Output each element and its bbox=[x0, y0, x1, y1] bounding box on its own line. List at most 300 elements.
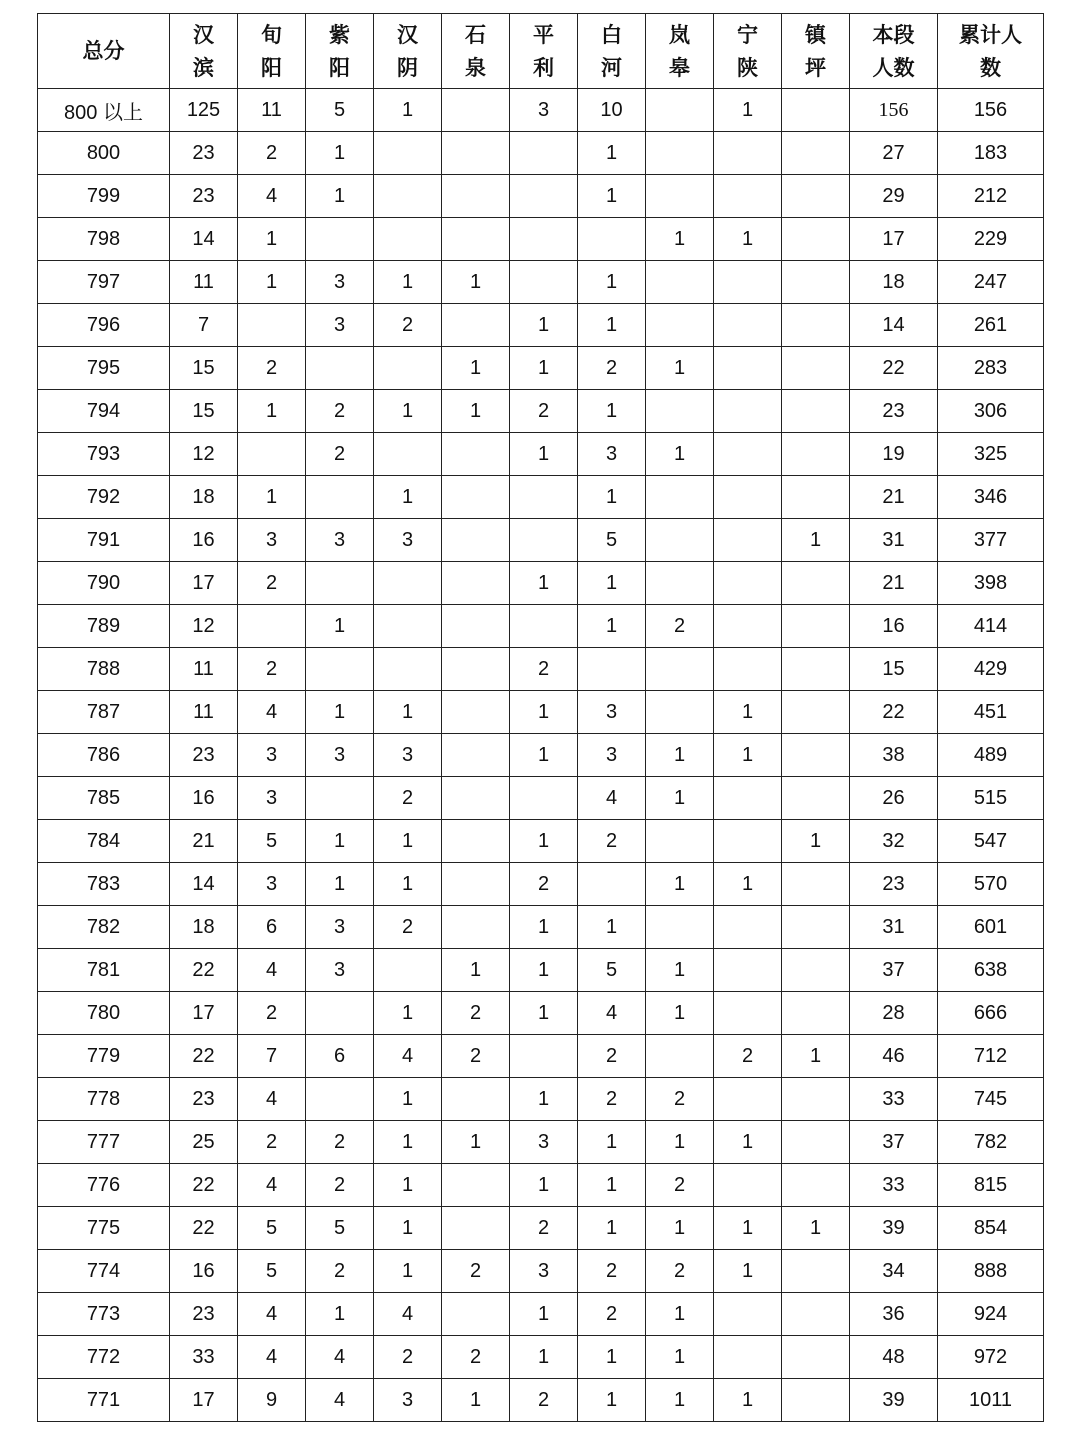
count-cell bbox=[782, 992, 850, 1035]
count-cell: 4 bbox=[238, 691, 306, 734]
count-cell: 22 bbox=[170, 1035, 238, 1078]
count-cell bbox=[782, 175, 850, 218]
count-cell: 34 bbox=[850, 1250, 938, 1293]
table-row bbox=[38, 1336, 1044, 1379]
count-cell bbox=[374, 562, 442, 605]
score-distribution-table bbox=[37, 13, 1044, 1422]
count-cell: 1 bbox=[374, 261, 442, 304]
count-cell: 3 bbox=[510, 89, 578, 132]
count-cell: 1 bbox=[646, 949, 714, 992]
count-cell bbox=[238, 605, 306, 648]
count-cell: 21 bbox=[850, 476, 938, 519]
count-cell bbox=[442, 648, 510, 691]
count-cell bbox=[374, 132, 442, 175]
count-cell bbox=[442, 1293, 510, 1336]
count-cell: 2 bbox=[578, 1293, 646, 1336]
count-cell: 18 bbox=[170, 906, 238, 949]
count-cell: 4 bbox=[374, 1035, 442, 1078]
score-cell: 779 bbox=[38, 1035, 170, 1078]
header-hanbin bbox=[170, 14, 238, 89]
table-row bbox=[38, 949, 1044, 992]
count-cell: 2 bbox=[374, 1336, 442, 1379]
count-cell: 5 bbox=[306, 1207, 374, 1250]
count-cell: 1 bbox=[510, 691, 578, 734]
count-cell: 212 bbox=[938, 175, 1044, 218]
count-cell: 1 bbox=[306, 175, 374, 218]
count-cell: 229 bbox=[938, 218, 1044, 261]
count-cell bbox=[510, 261, 578, 304]
count-cell: 11 bbox=[170, 648, 238, 691]
count-cell: 4 bbox=[238, 1078, 306, 1121]
count-cell: 1 bbox=[510, 734, 578, 777]
count-cell: 1 bbox=[578, 1121, 646, 1164]
count-cell: 4 bbox=[238, 1293, 306, 1336]
table-row bbox=[38, 863, 1044, 906]
count-cell: 23 bbox=[850, 863, 938, 906]
count-cell: 1 bbox=[442, 1121, 510, 1164]
count-cell bbox=[782, 906, 850, 949]
count-cell bbox=[714, 132, 782, 175]
header-line: 岚 bbox=[669, 22, 690, 47]
count-cell: 3 bbox=[306, 906, 374, 949]
table-row bbox=[38, 734, 1044, 777]
count-cell bbox=[714, 1078, 782, 1121]
count-cell: 1 bbox=[714, 89, 782, 132]
table-row bbox=[38, 992, 1044, 1035]
count-cell: 12 bbox=[170, 433, 238, 476]
count-cell: 325 bbox=[938, 433, 1044, 476]
header-line: 汉 bbox=[193, 22, 214, 47]
count-cell: 1 bbox=[510, 906, 578, 949]
count-cell: 1 bbox=[510, 562, 578, 605]
header-line: 滨 bbox=[193, 55, 214, 80]
count-cell bbox=[646, 89, 714, 132]
table-row bbox=[38, 1078, 1044, 1121]
count-cell bbox=[306, 992, 374, 1035]
header-cumulative-count bbox=[938, 14, 1044, 89]
count-cell: 9 bbox=[238, 1379, 306, 1422]
count-cell: 1 bbox=[578, 1207, 646, 1250]
count-cell bbox=[306, 218, 374, 261]
count-cell bbox=[442, 691, 510, 734]
count-cell bbox=[578, 863, 646, 906]
score-cell: 794 bbox=[38, 390, 170, 433]
score-cell: 774 bbox=[38, 1250, 170, 1293]
table-row bbox=[38, 175, 1044, 218]
count-cell bbox=[442, 734, 510, 777]
header-line: 阳 bbox=[329, 55, 350, 80]
count-cell: 156 bbox=[850, 89, 938, 132]
count-cell bbox=[442, 1164, 510, 1207]
header-xunyang bbox=[238, 14, 306, 89]
count-cell: 37 bbox=[850, 949, 938, 992]
count-cell: 3 bbox=[374, 734, 442, 777]
count-cell: 5 bbox=[238, 1207, 306, 1250]
count-cell: 21 bbox=[170, 820, 238, 863]
count-cell bbox=[782, 89, 850, 132]
count-cell: 1 bbox=[646, 1293, 714, 1336]
score-cell: 784 bbox=[38, 820, 170, 863]
count-cell: 2 bbox=[238, 1121, 306, 1164]
count-cell: 666 bbox=[938, 992, 1044, 1035]
count-cell: 2 bbox=[306, 1250, 374, 1293]
count-cell bbox=[374, 949, 442, 992]
count-cell bbox=[306, 562, 374, 605]
count-cell: 2 bbox=[442, 1250, 510, 1293]
header-ningshan bbox=[714, 14, 782, 89]
count-cell bbox=[782, 476, 850, 519]
score-cell: 789 bbox=[38, 605, 170, 648]
count-cell: 23 bbox=[170, 734, 238, 777]
count-cell: 924 bbox=[938, 1293, 1044, 1336]
header-line: 累计人 bbox=[959, 22, 1022, 47]
score-cell: 790 bbox=[38, 562, 170, 605]
count-cell: 4 bbox=[374, 1293, 442, 1336]
table-row bbox=[38, 1121, 1044, 1164]
count-cell bbox=[782, 1121, 850, 1164]
count-cell: 39 bbox=[850, 1379, 938, 1422]
count-cell: 2 bbox=[238, 992, 306, 1035]
header-line: 泉 bbox=[465, 55, 486, 80]
count-cell: 547 bbox=[938, 820, 1044, 863]
table-row bbox=[38, 1207, 1044, 1250]
table-row bbox=[38, 1164, 1044, 1207]
count-cell bbox=[782, 261, 850, 304]
count-cell: 1 bbox=[374, 390, 442, 433]
count-cell: 2 bbox=[646, 605, 714, 648]
score-cell: 793 bbox=[38, 433, 170, 476]
table-row bbox=[38, 433, 1044, 476]
count-cell: 1 bbox=[442, 1379, 510, 1422]
count-cell bbox=[374, 218, 442, 261]
count-cell: 247 bbox=[938, 261, 1044, 304]
count-cell: 17 bbox=[170, 562, 238, 605]
count-cell: 1 bbox=[374, 476, 442, 519]
score-cell: 791 bbox=[38, 519, 170, 562]
count-cell: 1 bbox=[646, 863, 714, 906]
count-cell: 1 bbox=[510, 992, 578, 1035]
count-cell: 3 bbox=[306, 949, 374, 992]
count-cell: 3 bbox=[374, 519, 442, 562]
count-cell bbox=[782, 218, 850, 261]
count-cell bbox=[646, 691, 714, 734]
score-cell: 799 bbox=[38, 175, 170, 218]
count-cell: 1 bbox=[238, 476, 306, 519]
count-cell: 23 bbox=[170, 1078, 238, 1121]
count-cell: 2 bbox=[374, 777, 442, 820]
count-cell: 489 bbox=[938, 734, 1044, 777]
count-cell bbox=[646, 390, 714, 433]
count-cell: 1 bbox=[306, 691, 374, 734]
count-cell: 283 bbox=[938, 347, 1044, 390]
count-cell bbox=[510, 605, 578, 648]
table-row bbox=[38, 1035, 1044, 1078]
count-cell: 1 bbox=[578, 605, 646, 648]
count-cell: 1 bbox=[782, 1035, 850, 1078]
count-cell bbox=[442, 132, 510, 175]
count-cell: 18 bbox=[170, 476, 238, 519]
header-line: 河 bbox=[601, 55, 622, 80]
count-cell bbox=[782, 304, 850, 347]
count-cell bbox=[442, 89, 510, 132]
count-cell: 1 bbox=[646, 734, 714, 777]
count-cell: 3 bbox=[306, 261, 374, 304]
header-line: 陕 bbox=[737, 55, 758, 80]
count-cell bbox=[578, 648, 646, 691]
count-cell: 16 bbox=[170, 519, 238, 562]
table-row bbox=[38, 777, 1044, 820]
count-cell: 23 bbox=[170, 175, 238, 218]
count-cell: 18 bbox=[850, 261, 938, 304]
count-cell: 17 bbox=[170, 992, 238, 1035]
count-cell bbox=[782, 734, 850, 777]
count-cell: 1 bbox=[510, 347, 578, 390]
count-cell bbox=[714, 304, 782, 347]
header-hanyin bbox=[374, 14, 442, 89]
count-cell: 156 bbox=[938, 89, 1044, 132]
count-cell: 1 bbox=[374, 1207, 442, 1250]
count-cell: 2 bbox=[578, 1035, 646, 1078]
header-baihe bbox=[578, 14, 646, 89]
score-cell: 795 bbox=[38, 347, 170, 390]
count-cell bbox=[714, 1336, 782, 1379]
table-body bbox=[38, 89, 1044, 1422]
count-cell: 2 bbox=[306, 390, 374, 433]
count-cell: 1 bbox=[578, 562, 646, 605]
score-cell: 783 bbox=[38, 863, 170, 906]
score-cell: 771 bbox=[38, 1379, 170, 1422]
count-cell: 6 bbox=[238, 906, 306, 949]
count-cell bbox=[646, 648, 714, 691]
count-cell bbox=[578, 218, 646, 261]
count-cell: 4 bbox=[238, 1336, 306, 1379]
count-cell: 23 bbox=[170, 132, 238, 175]
count-cell: 4 bbox=[238, 175, 306, 218]
table-row bbox=[38, 218, 1044, 261]
count-cell bbox=[782, 390, 850, 433]
count-cell: 1 bbox=[646, 347, 714, 390]
count-cell: 14 bbox=[170, 218, 238, 261]
count-cell: 638 bbox=[938, 949, 1044, 992]
count-cell: 1 bbox=[374, 1164, 442, 1207]
count-cell: 1 bbox=[646, 777, 714, 820]
score-cell: 775 bbox=[38, 1207, 170, 1250]
count-cell: 261 bbox=[938, 304, 1044, 347]
count-cell bbox=[646, 175, 714, 218]
count-cell: 2 bbox=[306, 1164, 374, 1207]
count-cell: 429 bbox=[938, 648, 1044, 691]
score-cell: 798 bbox=[38, 218, 170, 261]
count-cell bbox=[442, 519, 510, 562]
table-row bbox=[38, 261, 1044, 304]
count-cell bbox=[714, 906, 782, 949]
count-cell: 2 bbox=[646, 1164, 714, 1207]
count-cell: 11 bbox=[238, 89, 306, 132]
count-cell bbox=[374, 347, 442, 390]
count-cell bbox=[374, 605, 442, 648]
score-cell: 782 bbox=[38, 906, 170, 949]
count-cell: 46 bbox=[850, 1035, 938, 1078]
count-cell bbox=[782, 863, 850, 906]
header-line: 平 bbox=[533, 22, 554, 47]
count-cell: 1 bbox=[714, 1207, 782, 1250]
count-cell: 1 bbox=[374, 1121, 442, 1164]
count-cell: 3 bbox=[238, 519, 306, 562]
count-cell: 15 bbox=[850, 648, 938, 691]
count-cell bbox=[374, 433, 442, 476]
count-cell bbox=[306, 777, 374, 820]
count-cell: 1 bbox=[306, 820, 374, 863]
count-cell: 1 bbox=[374, 1250, 442, 1293]
header-line: 阴 bbox=[397, 55, 418, 80]
score-cell: 797 bbox=[38, 261, 170, 304]
count-cell: 1 bbox=[578, 476, 646, 519]
count-cell: 2 bbox=[374, 906, 442, 949]
count-cell bbox=[442, 175, 510, 218]
score-cell: 796 bbox=[38, 304, 170, 347]
header-segment-count bbox=[850, 14, 938, 89]
count-cell bbox=[646, 1035, 714, 1078]
count-cell: 1 bbox=[374, 1078, 442, 1121]
count-cell bbox=[510, 218, 578, 261]
count-cell: 28 bbox=[850, 992, 938, 1035]
count-cell bbox=[306, 648, 374, 691]
header-shiquan bbox=[442, 14, 510, 89]
count-cell bbox=[442, 1207, 510, 1250]
count-cell bbox=[374, 175, 442, 218]
count-cell: 22 bbox=[170, 949, 238, 992]
score-cell: 777 bbox=[38, 1121, 170, 1164]
count-cell bbox=[442, 562, 510, 605]
count-cell bbox=[714, 1293, 782, 1336]
count-cell: 1 bbox=[714, 734, 782, 777]
count-cell: 2 bbox=[646, 1078, 714, 1121]
score-cell: 781 bbox=[38, 949, 170, 992]
count-cell: 601 bbox=[938, 906, 1044, 949]
header-line: 数 bbox=[980, 55, 1001, 80]
count-cell: 10 bbox=[578, 89, 646, 132]
count-cell: 1 bbox=[646, 1121, 714, 1164]
count-cell: 815 bbox=[938, 1164, 1044, 1207]
count-cell: 1 bbox=[782, 519, 850, 562]
count-cell: 1 bbox=[442, 347, 510, 390]
count-cell: 1 bbox=[238, 390, 306, 433]
count-cell bbox=[714, 992, 782, 1035]
count-cell bbox=[510, 175, 578, 218]
count-cell: 1 bbox=[578, 132, 646, 175]
count-cell: 3 bbox=[238, 734, 306, 777]
count-cell: 1 bbox=[714, 1121, 782, 1164]
count-cell: 1 bbox=[238, 218, 306, 261]
count-cell: 1 bbox=[578, 1379, 646, 1422]
count-cell: 2 bbox=[306, 433, 374, 476]
count-cell: 22 bbox=[170, 1207, 238, 1250]
count-cell: 2 bbox=[578, 820, 646, 863]
table-row bbox=[38, 1250, 1044, 1293]
count-cell: 2 bbox=[238, 132, 306, 175]
count-cell: 29 bbox=[850, 175, 938, 218]
count-cell: 2 bbox=[578, 347, 646, 390]
count-cell: 17 bbox=[170, 1379, 238, 1422]
count-cell: 23 bbox=[170, 1293, 238, 1336]
count-cell: 1 bbox=[578, 175, 646, 218]
count-cell: 1 bbox=[510, 304, 578, 347]
count-cell: 5 bbox=[578, 519, 646, 562]
header-pingli bbox=[510, 14, 578, 89]
count-cell: 515 bbox=[938, 777, 1044, 820]
score-cell: 788 bbox=[38, 648, 170, 691]
count-cell: 25 bbox=[170, 1121, 238, 1164]
count-cell: 1 bbox=[374, 820, 442, 863]
count-cell: 3 bbox=[578, 691, 646, 734]
count-cell: 1 bbox=[442, 261, 510, 304]
count-cell: 2 bbox=[238, 648, 306, 691]
header-line: 紫 bbox=[329, 22, 350, 47]
count-cell: 33 bbox=[850, 1164, 938, 1207]
count-cell: 7 bbox=[170, 304, 238, 347]
count-cell bbox=[782, 1336, 850, 1379]
score-cell: 800 bbox=[38, 132, 170, 175]
count-cell: 1 bbox=[374, 691, 442, 734]
count-cell: 854 bbox=[938, 1207, 1044, 1250]
count-cell: 306 bbox=[938, 390, 1044, 433]
header-line: 镇 bbox=[805, 22, 826, 47]
count-cell: 11 bbox=[170, 691, 238, 734]
count-cell: 1 bbox=[646, 992, 714, 1035]
table-row bbox=[38, 1293, 1044, 1336]
count-cell: 23 bbox=[850, 390, 938, 433]
header-line: 皋 bbox=[669, 55, 690, 80]
count-cell: 4 bbox=[578, 777, 646, 820]
header-line: 旬 bbox=[261, 22, 282, 47]
count-cell bbox=[374, 648, 442, 691]
count-cell: 16 bbox=[170, 777, 238, 820]
table-row bbox=[38, 89, 1044, 132]
count-cell: 1 bbox=[714, 1379, 782, 1422]
count-cell: 36 bbox=[850, 1293, 938, 1336]
count-cell: 1 bbox=[646, 1207, 714, 1250]
count-cell: 1 bbox=[578, 390, 646, 433]
score-cell: 800 以上 bbox=[38, 89, 170, 132]
count-cell: 48 bbox=[850, 1336, 938, 1379]
count-cell: 183 bbox=[938, 132, 1044, 175]
count-cell: 4 bbox=[578, 992, 646, 1035]
count-cell: 1 bbox=[646, 1379, 714, 1422]
count-cell bbox=[782, 1379, 850, 1422]
count-cell: 782 bbox=[938, 1121, 1044, 1164]
score-cell: 773 bbox=[38, 1293, 170, 1336]
count-cell bbox=[238, 433, 306, 476]
count-cell: 17 bbox=[850, 218, 938, 261]
count-cell: 1 bbox=[374, 992, 442, 1035]
count-cell: 2 bbox=[510, 1379, 578, 1422]
count-cell: 5 bbox=[238, 1250, 306, 1293]
count-cell: 31 bbox=[850, 519, 938, 562]
count-cell: 2 bbox=[510, 863, 578, 906]
count-cell: 2 bbox=[306, 1121, 374, 1164]
count-cell: 2 bbox=[374, 304, 442, 347]
score-cell: 772 bbox=[38, 1336, 170, 1379]
count-cell bbox=[510, 476, 578, 519]
count-cell: 1 bbox=[578, 261, 646, 304]
count-cell: 888 bbox=[938, 1250, 1044, 1293]
count-cell bbox=[714, 175, 782, 218]
count-cell bbox=[646, 562, 714, 605]
count-cell: 3 bbox=[374, 1379, 442, 1422]
count-cell: 4 bbox=[238, 949, 306, 992]
table-row bbox=[38, 820, 1044, 863]
count-cell: 3 bbox=[238, 777, 306, 820]
